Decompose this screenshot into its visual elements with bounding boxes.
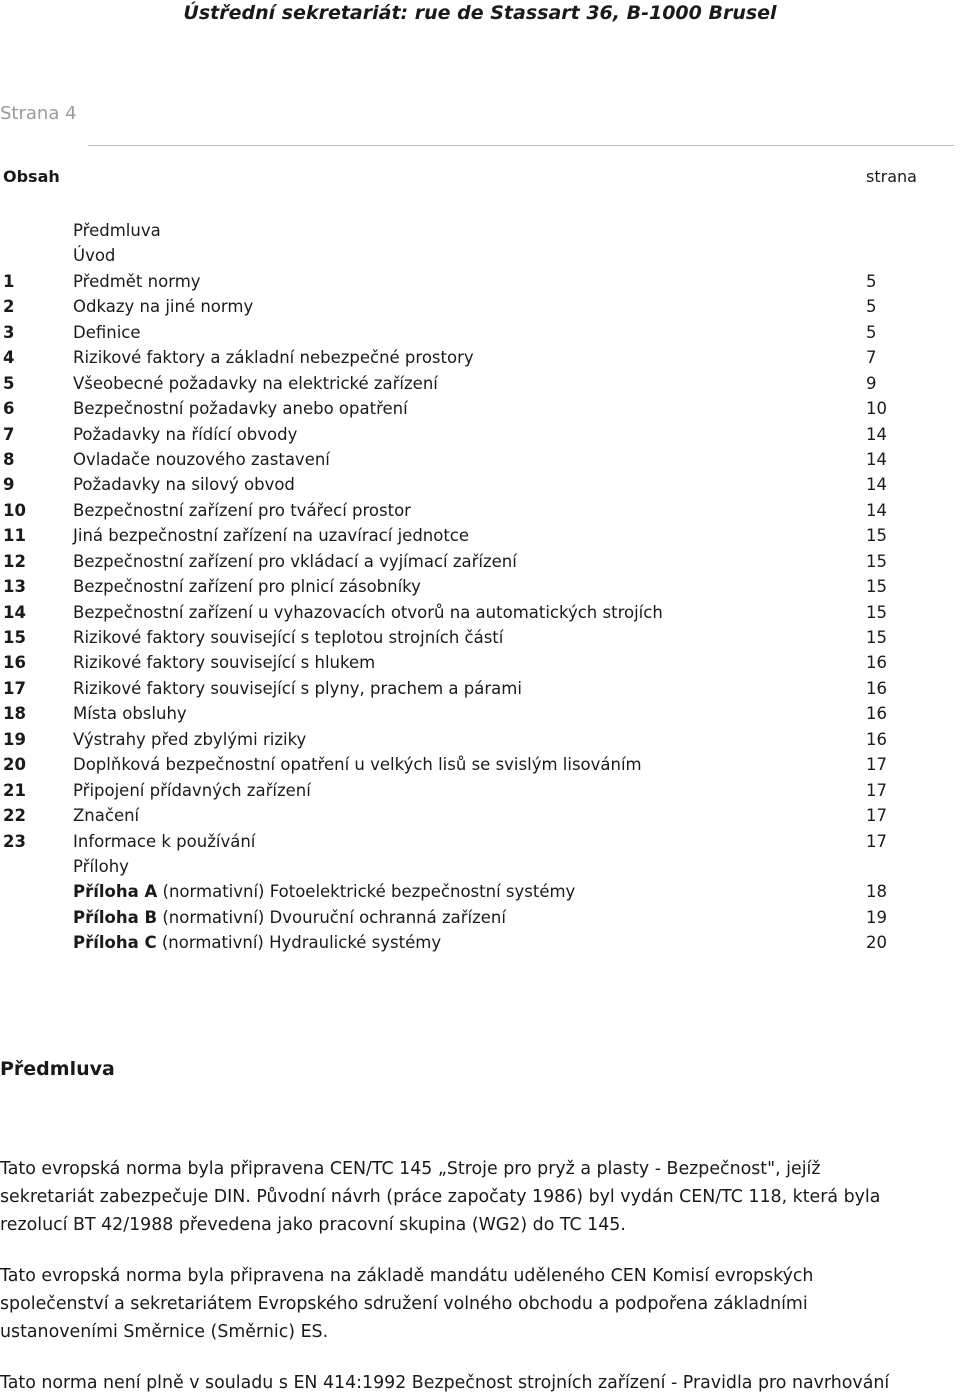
toc-entry-page: 14 [866,500,887,520]
toc-row [0,779,960,804]
toc-entry-number: 8 [3,449,15,469]
toc-entry-title [73,244,115,268]
toc-entry-page: 16 [866,704,887,724]
toc-entry-text: Bezpečnostní zařízení u vyhazovacích otvorů na automatických strojích [73,602,663,622]
toc-entry-number: 19 [3,729,26,749]
foreword-paragraph-2 [0,1263,960,1346]
paragraph-line: Tato evropská norma byla připravena na základě mandátu uděleného CEN Komisí evropských [0,1266,814,1286]
toc-entry-page: 15 [866,526,887,546]
toc-entry-page: 16 [866,678,887,698]
toc-entry-page: 5 [866,271,877,291]
toc-entry-annex-label: Příloha A [73,882,158,902]
toc-entry-title [73,906,506,930]
toc-entry-text: Místa obsluhy [73,704,187,724]
toc-entry-text: Rizikové faktory související s hlukem [73,653,376,673]
toc-entry-title [73,855,129,879]
toc-row [0,321,960,346]
toc-entry-text: Rizikové faktory související s teplotou strojních částí [73,628,504,647]
toc-entry-number: 14 [3,602,26,622]
toc-entry-page: 5 [866,297,877,317]
toc-entry-title [73,321,141,345]
toc-entry-title [73,702,187,726]
toc-entry-title [73,651,375,675]
toc-entry-title [73,423,297,447]
toc-row [0,295,960,320]
toc-row [0,219,960,244]
toc-row [0,346,960,371]
toc-row [0,423,960,448]
toc-row [0,448,960,473]
paragraph-line: Tato evropská norma byla připravena CEN/TC 145 „Stroje pro pryž a plasty - Bezpečnost", jejíž [0,1159,821,1179]
toc-entry-text: Značení [73,806,140,826]
toc-entry-number: 2 [3,297,15,317]
toc-entry-text: Definice [73,322,141,342]
toc-entry-title [73,397,408,421]
paragraph-line: společenství a sekretariátem Evropského sdružení volného obchodu a podpořena základními [0,1293,808,1314]
toc-entry-number: 6 [3,399,15,419]
toc-row [0,270,960,295]
toc-entry-text: Přílohy [73,856,129,876]
toc-row [0,753,960,778]
toc-entry-title [73,601,663,625]
toc-entry-title [73,753,642,777]
toc-entry-page: 14 [866,424,887,444]
toc-entry-number: 4 [3,348,15,368]
toc-row [0,677,960,702]
toc-entry-page: 15 [866,628,887,647]
toc-entry-number: 13 [3,577,26,597]
toc-row [0,524,960,549]
toc-row [0,702,960,727]
toc-entry-text: Úvod [73,246,116,266]
toc-row [0,728,960,753]
toc-header [0,165,960,189]
table-of-contents [0,219,960,957]
toc-entry-text: Informace k používání [73,831,256,851]
page-number-label: Strana 4 [0,103,77,124]
toc-page-heading: strana [866,167,917,186]
toc-entry-number: 7 [3,424,15,444]
toc-entry-text: Předmluva [73,221,161,240]
toc-entry-page: 15 [866,551,887,571]
toc-heading: Obsah [3,167,60,186]
paragraph-line: sekretariát zabezpečuje DIN. Původní návrh (práce započaty 1986) byl vydán CEN/TC 118, která byla [0,1186,881,1207]
toc-entry-title [73,372,438,396]
toc-entry-page: 18 [866,882,887,902]
toc-entry-page: 20 [866,933,887,953]
toc-entry-page: 10 [866,399,887,419]
toc-entry-title [73,219,161,243]
toc-entry-number: 21 [3,780,26,800]
toc-entry-annex-label: Příloha C [73,933,157,953]
toc-entry-page: 9 [866,373,877,393]
toc-row [0,550,960,575]
foreword-title: Předmluva [0,1058,115,1080]
toc-entry-text: (normativní) Hydraulické systémy [156,933,442,953]
toc-row [0,804,960,829]
toc-entry-text: Všeobecné požadavky na elektrické zařízení [73,373,438,393]
toc-entry-title [73,448,330,472]
toc-entry-number: 5 [3,373,15,393]
toc-entry-title [73,524,469,548]
toc-entry-text: Bezpečnostní zařízení pro vkládací a vyjímací zařízení [73,551,517,571]
toc-entry-text: Požadavky na silový obvod [73,475,295,495]
toc-entry-text: Bezpečnostní zařízení pro tvářecí prostor [73,500,411,520]
toc-row [0,397,960,422]
toc-entry-title [73,295,253,319]
toc-entry-number: 23 [3,831,26,851]
toc-entry-page: 14 [866,449,887,469]
toc-entry-title [73,830,255,854]
toc-entry-title [73,804,139,828]
toc-entry-page: 15 [866,602,887,622]
header-divider [88,145,954,146]
toc-row [0,499,960,524]
toc-row [0,651,960,676]
toc-entry-number: 17 [3,678,26,698]
toc-row [0,575,960,600]
toc-entry-text: Bezpečnostní požadavky anebo opatření [73,399,408,419]
toc-entry-text: Bezpečnostní zařízení pro plnicí zásobníky [73,577,421,597]
toc-entry-text: Rizikové faktory a základní nebezpečné prostory [73,348,474,368]
toc-entry-number: 15 [3,628,26,647]
toc-entry-title [73,677,522,701]
toc-entry-title [73,931,441,955]
foreword-paragraph-3 [0,1370,960,1398]
foreword-paragraph-1 [0,1156,960,1239]
toc-entry-title [73,575,421,599]
toc-entry-number: 12 [3,551,26,571]
toc-entry-title [73,270,201,294]
toc-entry-page: 19 [866,907,887,927]
toc-entry-title [73,473,295,497]
toc-entry-number: 9 [3,475,15,495]
toc-row [0,931,960,956]
toc-entry-page: 14 [866,475,887,495]
toc-entry-number: 18 [3,704,26,724]
page-header-title: Ústřední sekretariát: rue de Stassart 36, B-1000 Brusel [183,2,777,24]
toc-entry-page: 16 [866,729,887,749]
toc-entry-number: 16 [3,653,26,673]
toc-entry-page: 17 [866,755,887,775]
toc-entry-number: 1 [3,271,15,291]
toc-entry-title [73,499,411,523]
toc-row [0,601,960,626]
toc-row [0,244,960,269]
toc-row [0,906,960,931]
paragraph-line: ustanoveními Směrnice (Směrnic) ES. [0,1321,329,1342]
paragraph-line: Tato norma není plně v souladu s EN 414:1992 Bezpečnost strojních zařízení - Pravidla pro navrhování [0,1373,890,1393]
toc-row [0,626,960,651]
toc-entry-text: Rizikové faktory související s plyny, prachem a párami [73,678,522,698]
toc-entry-number: 11 [3,526,26,546]
toc-entry-title [73,728,306,752]
toc-entry-page: 17 [866,780,887,800]
toc-entry-title [73,626,503,650]
toc-row [0,855,960,880]
toc-entry-text: Požadavky na řídící obvody [73,424,298,444]
toc-entry-text: Doplňková bezpečnostní opatření u velkých lisů se svislým lisováním [73,755,642,775]
toc-entry-text: Ovladače nouzového zastavení [73,449,330,469]
toc-entry-number: 20 [3,755,26,775]
toc-entry-annex-label: Příloha B [73,907,158,927]
toc-entry-title [73,346,474,370]
paragraph-line: rezolucí BT 42/1988 převedena jako pracovní skupina (WG2) do TC 145. [0,1214,626,1235]
toc-entry-text: Výstrahy před zbylými riziky [73,729,307,749]
toc-entry-page: 17 [866,806,887,826]
toc-row [0,473,960,498]
toc-entry-text: Jiná bezpečnostní zařízení na uzavírací jednotce [73,526,470,546]
toc-entry-page: 7 [866,348,877,368]
toc-entry-title [73,779,311,803]
toc-entry-text: (normativní) Dvouruční ochranná zařízení [157,907,506,927]
toc-entry-page: 15 [866,577,887,597]
toc-entry-title [73,880,575,904]
toc-entry-text: Připojení přídavných zařízení [73,780,311,800]
toc-entry-number: 3 [3,322,15,342]
toc-entry-page: 5 [866,322,877,342]
toc-entry-text: (normativní) Fotoelektrické bezpečnostní systémy [157,882,576,902]
toc-row [0,830,960,855]
toc-entry-text: Odkazy na jiné normy [73,297,254,317]
toc-row [0,880,960,905]
toc-entry-page: 17 [866,831,887,851]
toc-entry-number: 10 [3,500,26,520]
toc-entry-text: Předmět normy [73,271,201,291]
toc-entry-title [73,550,517,574]
toc-row [0,372,960,397]
toc-entry-page: 16 [866,653,887,673]
toc-entry-number: 22 [3,806,26,826]
